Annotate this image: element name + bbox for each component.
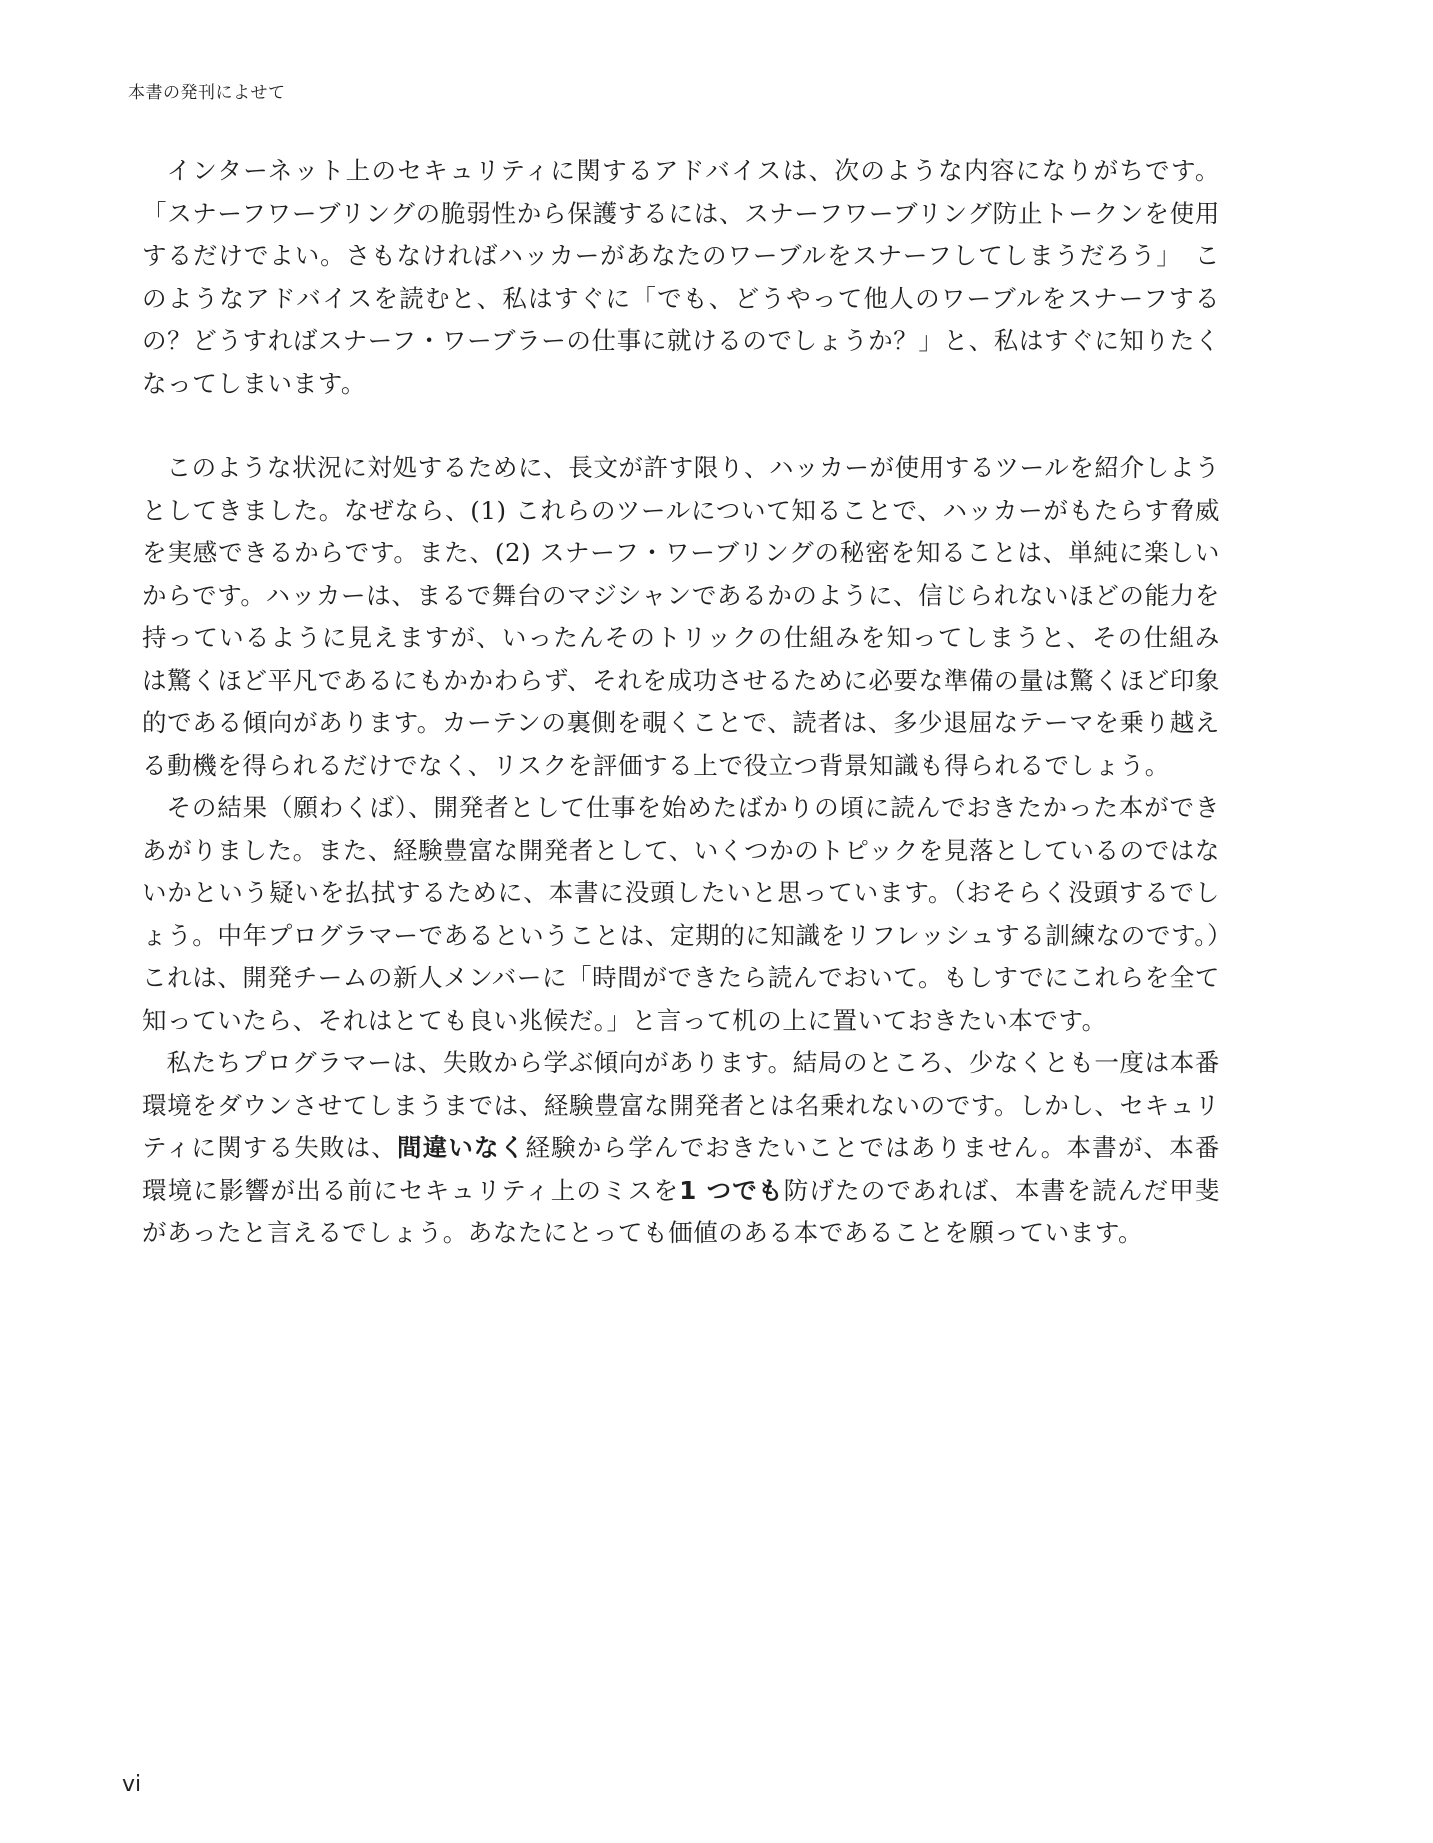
paragraph-4-part-3: 防げたのであれば、本書を読んだ甲斐があったと言えるでしょう。あなたにとっても価値のある本であることを願っています。 xyxy=(142,1175,1221,1247)
paragraph-3: その結果（願わくば）、開発者として仕事を始めたばかりの頃に読んでおきたかった本ができあがりました。また、経験豊富な開発者として、いくつかのトピックを見落としているのではないかという疑いを払拭するために、本書に没頭したいと思っています。（おそらく没頭するでしょう。中年プログラマーであるということは、定期的に知識をリフレッシュする訓練なのです。）これは、開発チームの新人メンバーに「時間ができたら読んでおいて。もしすでにこれらを全て知っていたら、それはとても良い兆候だ。」と言って机の上に置いておきたい本です。 xyxy=(142,793,1220,1035)
emphasis-text: 1 つでも xyxy=(679,1175,784,1205)
page-number: vi xyxy=(122,1772,142,1797)
paragraph-4-part-1: 私たちプログラマーは、失敗から学ぶ傾向があります。結局のところ、少なくとも一度は本番環境をダウンさせてしまうまでは、経験豊富な開発者とは名乗れないのです。しかし、セキュリティに関する失敗は、 xyxy=(142,1048,1220,1162)
paragraph-1: インターネット上のセキュリティに関するアドバイスは、次のような内容になりがちです。「スナーフワーブリングの脆弱性から保護するには、スナーフワーブリング防止トークンを使用するだけでよい。さもなければハッカーがあなたのワーブルをスナーフしてしまうだろう」 このようなアドバイスを読むと、私はすぐに「でも、どうやって他人のワーブルをスナーフするの？どうすればスナーフ・ワーブラーの仕事に就けるのでしょうか？」と、私はすぐに知りたくなってしまいます。 xyxy=(142,156,1220,398)
running-header: 本書の発刊によせて xyxy=(128,83,286,103)
paragraph-4-part-2: 経験から学んでおきたいことではありません。本書が、本番環境に影響が出る前にセキュリティ上のミスを xyxy=(142,1133,1221,1205)
emphasis-text: 間違いなく xyxy=(396,1133,526,1162)
body-text xyxy=(142,150,1220,1255)
paragraph-4 xyxy=(142,1042,1220,1255)
paragraph-2: このような状況に対処するために、長文が許す限り、ハッカーが使用するツールを紹介しようとしてきました。なぜなら、(1) これらのツールについて知ることで、ハッカーがもたらす脅威を実感できるからです。また、(2) スナーフ・ワーブリングの秘密を知ることは、単純に楽しいからです。ハッカーは、まるで舞台のマジシャンであるかのように、信じられないほどの能力を持っているように見えますが、いったんそのトリックの仕組みを知ってしまうと、その仕組みは驚くほど平凡であるにもかかわらず、それを成功させるために必要な準備の量は驚くほど印象的である傾向があります。カーテンの裏側を覗くことで、読者は、多少退屈なテーマを乗り越える動機を得られるだけでなく、リスクを評価する上で役立つ背景知識も得られるでしょう。 xyxy=(142,453,1220,780)
